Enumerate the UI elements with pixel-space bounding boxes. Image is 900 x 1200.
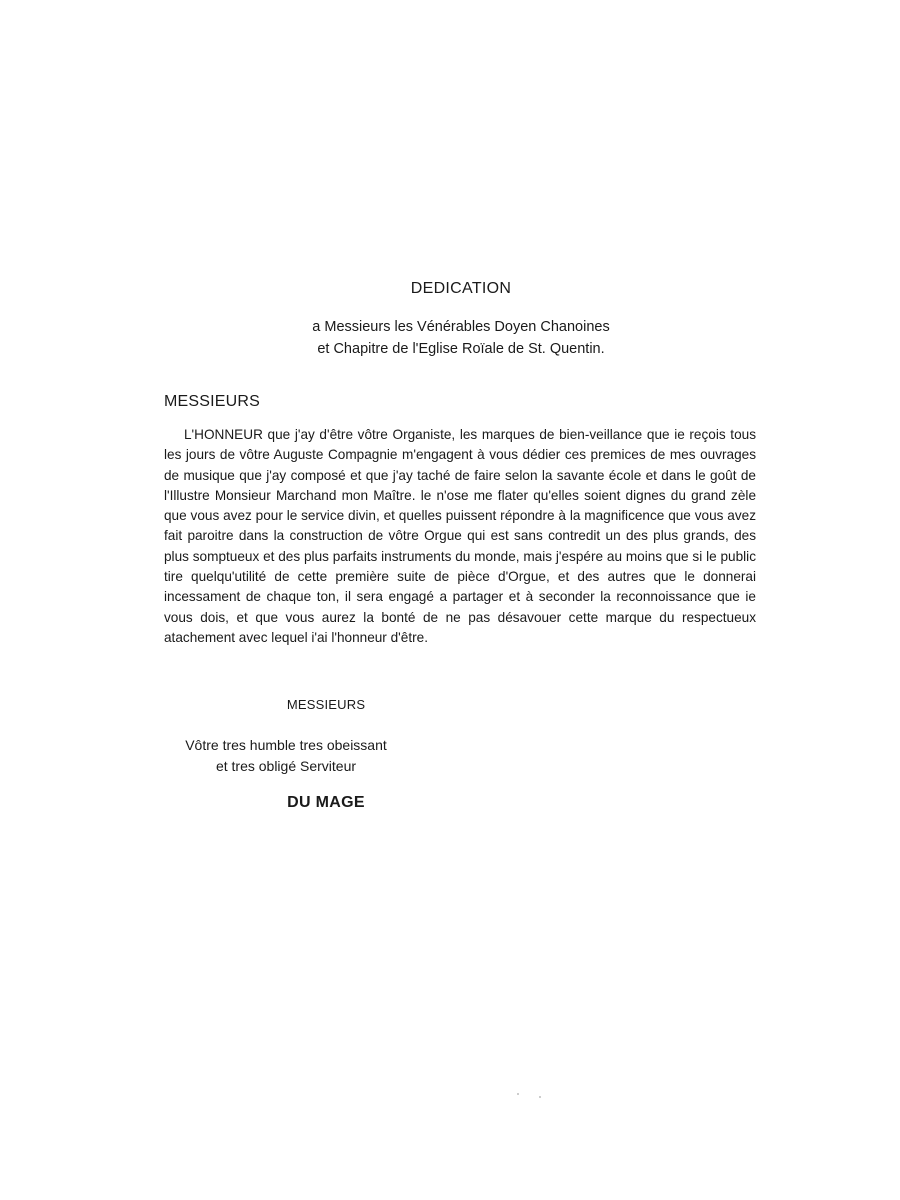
signature: DU MAGE	[287, 794, 365, 811]
addressee-line-2: et Chapitre de l'Eglise Roïale de St. Quentin.	[317, 341, 605, 357]
closing-salutation: MESSIEURS	[286, 697, 366, 712]
salutation: MESSIEURS	[164, 393, 261, 410]
scan-speck	[517, 1093, 519, 1095]
addressee-block	[0, 316, 900, 360]
document-title: DEDICATION	[410, 280, 512, 297]
addressee-line-1: a Messieurs les Vénérables Doyen Chanoines	[312, 319, 610, 335]
dedication-body: L'HONNEUR que j'ay d'être vôtre Organiste, les marques de bien-veillance que ie reçois tous les jours de vôtre Auguste Compagnie m'engagent à vous dédier ces premices de mes ouvrages de musique que j'ay composé et que j'ay taché de faire selon la savante école et dans le goût de l'Illustre Monsieur Marchand mon Maître. le n'ose me flater qu'elles soient dignes du grand zèle que vous avez pour le service divin, et quelles puissent répondre à la magnificence que vous avez fait paroitre dans la construction de vôtre Orgue qui est sans contredit un des plus grands, des plus somptueux et des plus parfaits instruments du monde, mais j'espére au moins que si le public tire quelqu'utilité de cette première suite de pièce d'Orgue, et des autres que le donnerai incessament de chaque ton, il sera engagé a partager et à seconder la reconnoissance que ie vous dois, et que vous aurez la bonté de ne pas désavouer cette marque du respectueux atachement avec lequel i'ai l'honneur d'être.	[164, 427, 756, 645]
closing-block	[140, 735, 432, 777]
closing-line-2: et tres obligé Serviteur	[215, 758, 357, 774]
closing-line-1: Vôtre tres humble tres obeissant	[185, 737, 387, 753]
scan-speck	[539, 1096, 541, 1098]
